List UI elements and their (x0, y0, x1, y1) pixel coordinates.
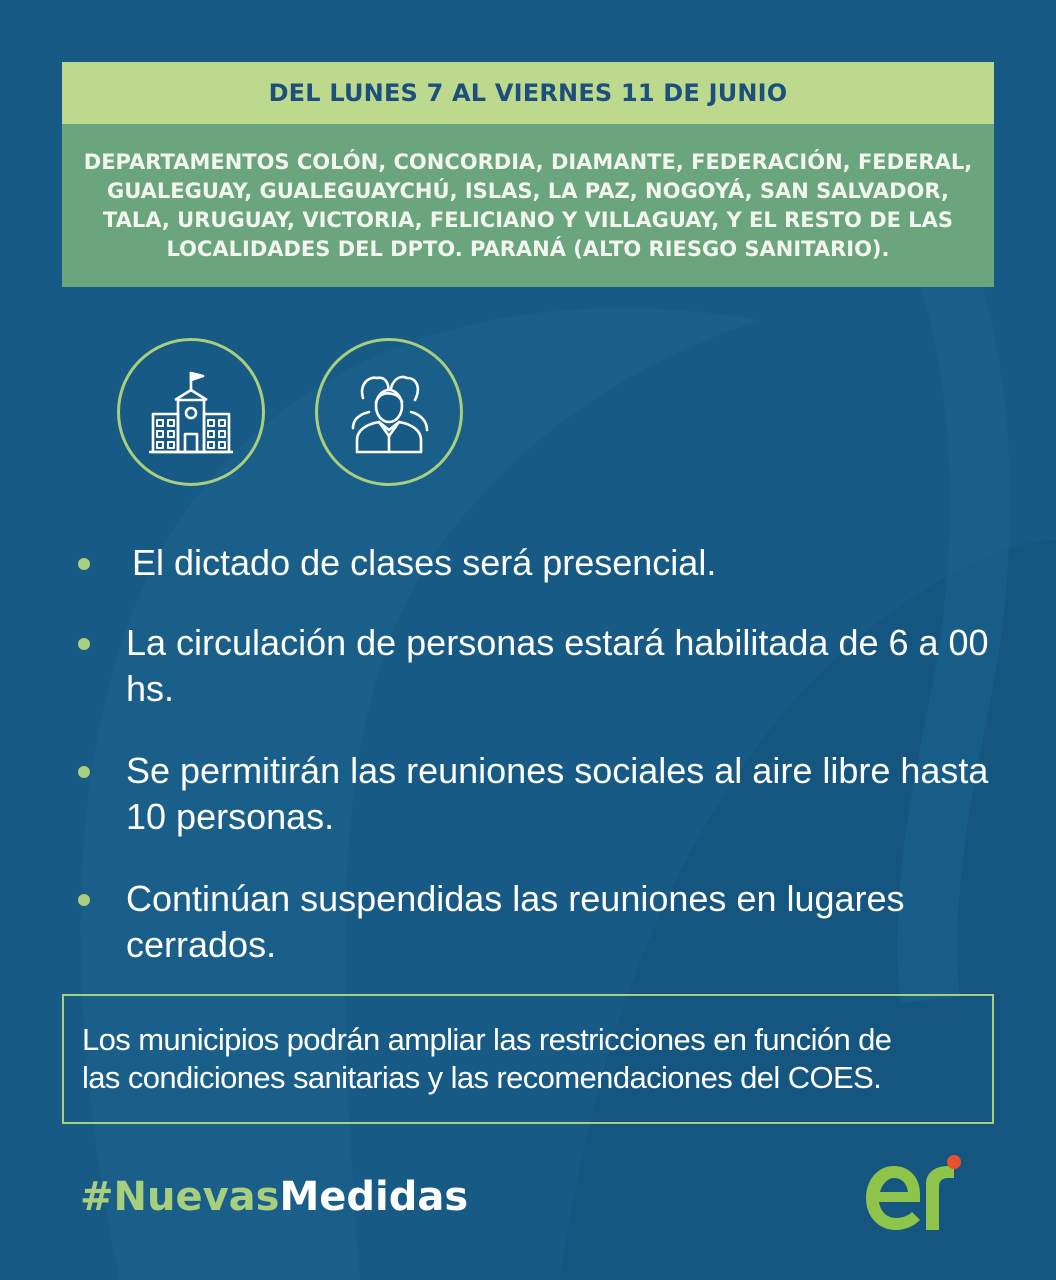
header-box (62, 62, 994, 287)
bullet-dot (78, 894, 90, 906)
school-icon-circle (117, 338, 265, 486)
departments-line: DEPARTAMENTOS COLÓN, CONCORDIA, DIAMANTE, FEDERACIÓN, FEDERAL, (83, 149, 973, 174)
departments-line: TALA, URUGUAY, VICTORIA, FELICIANO Y VILLAGUAY, Y EL RESTO DE LAS (102, 207, 954, 232)
departments-line: GUALEGUAY, GUALEGUAYCHÚ, ISLAS, LA PAZ, NOGOYÁ, SAN SALVADOR, (107, 178, 949, 203)
school-icon (145, 366, 237, 458)
bullet-dot (78, 558, 90, 570)
departments-text (84, 148, 972, 264)
date-range-text: DEL LUNES 7 AL VIERNES 11 DE JUNIO (268, 79, 788, 107)
municipalities-note (62, 994, 994, 1124)
measure-text: Continúan suspendidas las reuniones en lugares cerrados. (126, 878, 905, 965)
bullet-dot (78, 766, 90, 778)
note-line: Los municipios podrán ampliar las restricciones en función de (82, 1022, 892, 1057)
departments-line: LOCALIDADES DEL DPTO. PARANÁ (ALTO RIESGO SANITARIO). (166, 236, 890, 261)
measure-text: El dictado de clases será presencial. (132, 542, 717, 583)
departments-panel (62, 124, 994, 287)
measure-text: Se permitirán las reuniones sociales al aire libre hasta 10 personas. (126, 750, 989, 837)
hashtag-suffix: Medidas (279, 1174, 469, 1220)
note-line: las condiciones sanitarias y las recomendaciones del COES. (82, 1060, 882, 1095)
people-icon-circle (315, 338, 463, 486)
people-icon (341, 364, 437, 460)
note-text (82, 1021, 891, 1097)
bullet-dot (78, 638, 90, 650)
date-range-banner (62, 62, 994, 124)
er-logo-icon (862, 1150, 972, 1240)
hashtag (80, 1172, 468, 1222)
measure-text: La circulación de personas estará habilitada de 6 a 00 hs. (126, 622, 989, 709)
hashtag-prefix: #Nuevas (80, 1174, 280, 1220)
